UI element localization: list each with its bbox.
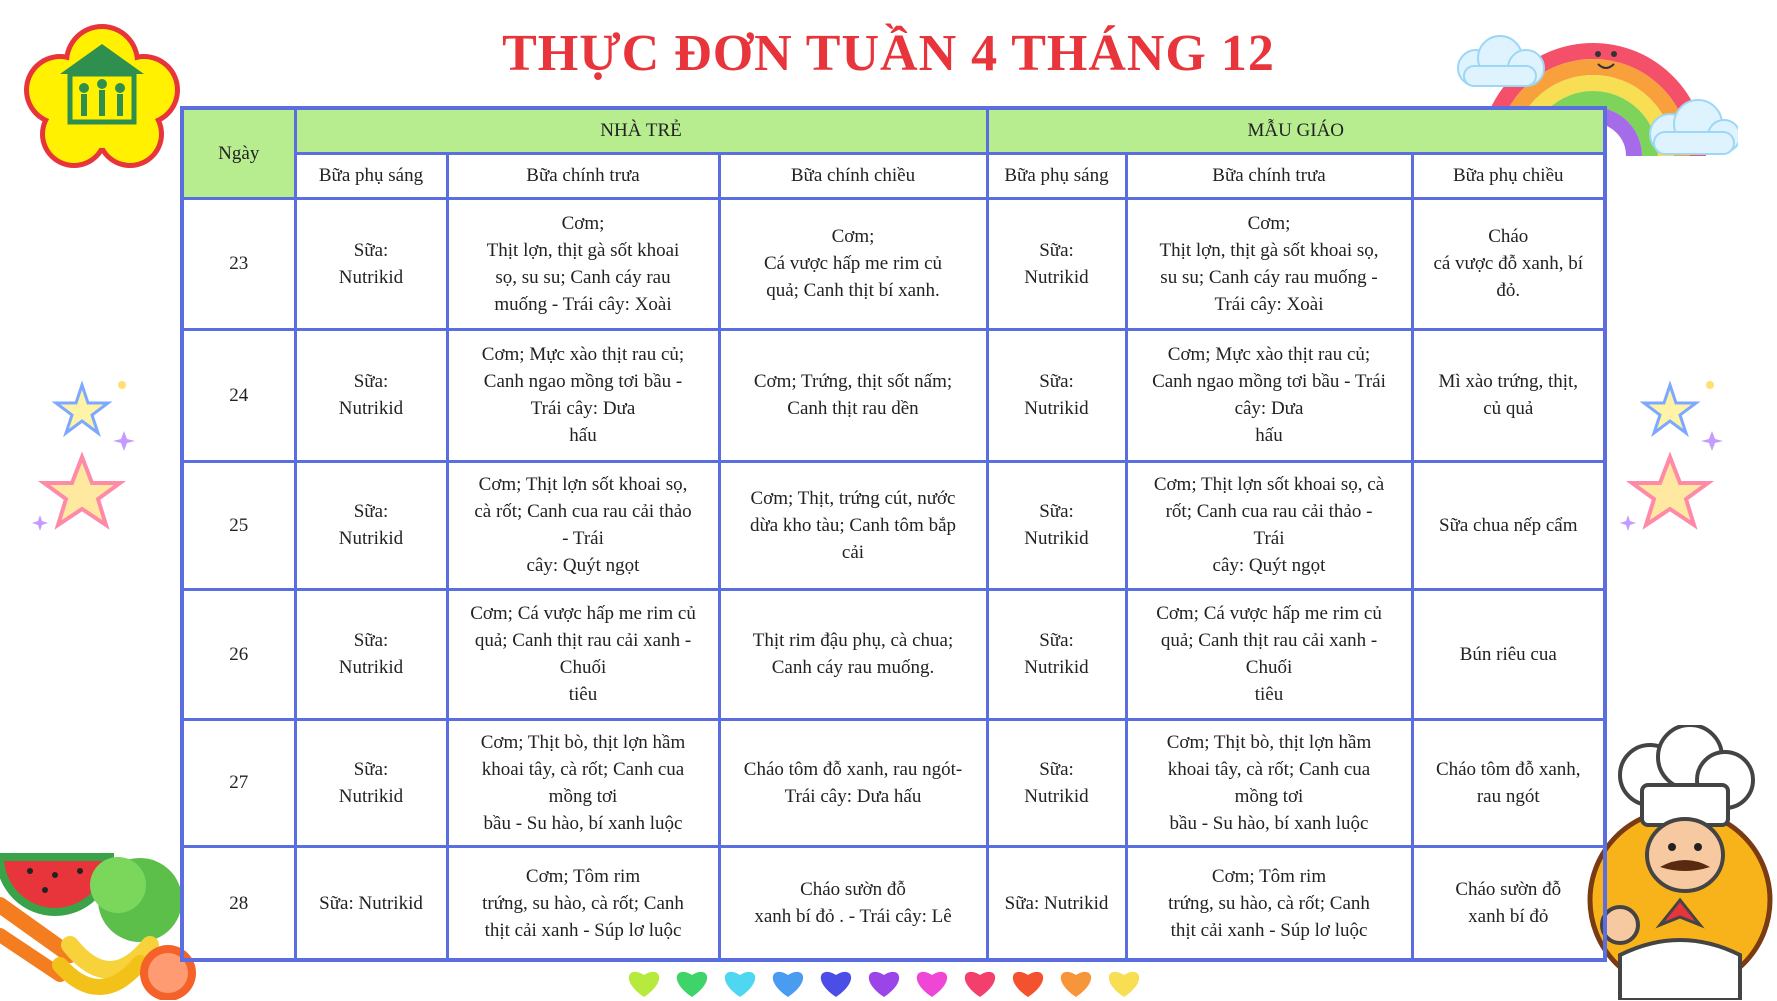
menu-line: trứng, su hào, cà rốt; Canh [482,892,684,914]
heart-icon [1061,972,1091,997]
menu-line: Canh cáy rau muống. [771,657,935,679]
fruits-vegetables-icon [0,845,200,1000]
menu-cell [1126,330,1412,462]
menu-line: Thịt rim đậu phụ, cà chua; [752,630,954,652]
menu-cell [719,719,987,847]
menu-line: Sữa: [353,630,389,652]
menu-line: Cơm; Mực xào thịt rau củ; [481,344,685,366]
menu-line: quả; Canh thịt bí xanh. [766,280,940,302]
menu-line: Thịt lợn, thịt gà sốt khoai sọ, [1159,239,1379,261]
menu-line: Sữa: Nutrikid [1004,892,1109,914]
hearts-decoration-icon [618,965,1158,1001]
menu-line: Nutrikid [338,266,404,288]
menu-cell [987,719,1126,847]
menu-line: Nutrikid [1024,528,1089,550]
menu-line: - Trái [562,528,604,550]
heart-icon [869,972,899,997]
menu-cell [1412,198,1605,330]
menu-line: Nutrikid [338,657,404,679]
menu-line: Sữa: [1039,371,1074,393]
menu-cell [1126,198,1412,330]
menu-cell [1126,847,1412,960]
day-cell: 26 [182,590,295,720]
page-title: THỰC ĐƠN TUẦN 4 THÁNG 12 [502,25,1275,82]
menu-line: Cơm; Thịt lợn sốt khoai sọ, cà [1153,474,1385,496]
menu-line: rau ngót [1476,785,1540,807]
group-header-nha-tre: NHÀ TRẺ [295,108,987,153]
menu-line: Chuối [559,657,607,679]
stars-decoration-icon [1610,375,1730,545]
menu-line: cây: Dưa [1234,398,1304,420]
menu-cell [295,461,447,590]
table-row [182,719,1605,847]
menu-cell [1412,330,1605,462]
menu-line: Sữa: Nutrikid [319,892,423,914]
menu-line: Cơm; Cá vược hấp me rim củ [1156,603,1382,625]
menu-line: hấu [569,425,597,447]
menu-cell [295,590,447,720]
menu-line: Trái cây: Dưa hấu [784,785,922,807]
menu-table [180,106,1607,962]
menu-line: rốt; Canh cua rau cải thảo - [1165,501,1373,523]
menu-cell [987,590,1126,720]
menu-line: Thịt lợn, thịt gà sốt khoai [486,239,680,261]
menu-line: cải [841,541,865,563]
menu-line: Nutrikid [1024,785,1089,807]
heart-icon [773,972,803,997]
menu-line: Trái cây: Xoài [1214,293,1324,315]
menu-line: Sữa: [353,758,389,780]
menu-line: mồng tơi [548,785,618,807]
menu-line: Sữa: [353,239,389,261]
menu-cell [1126,590,1412,720]
menu-cell [447,847,719,960]
menu-cell [447,590,719,720]
menu-line: Cơm; [831,226,875,248]
menu-line: Canh ngao mồng tơi bầu - Trái [1152,371,1386,393]
menu-line: khoai tây, cà rốt; Canh cua [1167,758,1371,780]
day-header: Ngày [182,108,295,198]
menu-line: Trái [1253,528,1285,550]
menu-line: Trái cây: Dưa [530,398,636,420]
menu-line: Sữa: [353,371,389,393]
menu-line: cá vược đỗ xanh, bí [1433,253,1584,275]
menu-line: tiêu [1254,684,1284,706]
menu-line: thịt cải xanh - Súp lơ luộc [1170,919,1368,941]
stars-decoration-icon [22,375,142,545]
menu-line: Cơm; [561,212,605,234]
menu-cell [447,461,719,590]
menu-line: đỏ. [1496,280,1521,302]
menu-line: xanh bí đỏ . - Trái cây: Lê [754,906,952,928]
menu-cell [447,719,719,847]
menu-line: Sữa: [1039,758,1074,780]
menu-line: hấu [1255,425,1283,447]
menu-line: Cơm; Trứng, thịt sốt nấm; [753,371,953,393]
menu-line: Cơm; Mực xào thịt rau củ; [1167,344,1371,366]
menu-line: cây: Quýt ngọt [1212,555,1326,577]
menu-line: Sữa chua nếp cẩm [1439,514,1578,536]
menu-line: Cơm; Tôm rim [525,865,641,887]
menu-line: Cháo [1488,226,1529,248]
menu-cell [719,847,987,960]
menu-line: Cơm; Tôm rim [1211,865,1327,887]
menu-cell [447,198,719,330]
menu-line: Sữa: [1039,630,1074,652]
heart-icon [1013,972,1043,997]
menu-cell [447,330,719,462]
menu-line: Nutrikid [1024,398,1089,420]
heart-icon [677,972,707,997]
column-header: Bữa phụ sáng [295,153,447,198]
menu-line: sọ, su su; Canh cáy rau [495,266,671,288]
menu-line: Sữa: [1039,501,1074,523]
menu-line: Cơm; Thịt, trứng cút, nước [750,487,956,509]
menu-cell [1412,461,1605,590]
day-cell: 28 [182,847,295,960]
menu-line: Sữa: [1039,239,1074,261]
menu-cell [987,461,1126,590]
chef-icon [1580,725,1777,1000]
menu-cell [987,330,1126,462]
menu-line: Cơm; [1247,212,1291,234]
heart-icon [917,972,947,997]
table-row [182,461,1605,590]
menu-line: Nutrikid [338,528,404,550]
heart-icon [821,972,851,997]
heart-icon [965,972,995,997]
menu-line: bầu - Su hào, bí xanh luộc [1169,812,1369,834]
menu-table-body [182,198,1605,960]
menu-cell [719,461,987,590]
menu-line: Cơm; Thịt bò, thịt lợn hầm [480,731,686,753]
menu-line: Sữa: [353,501,389,523]
column-header: Bữa phụ chiều [1412,153,1605,198]
menu-cell [295,330,447,462]
menu-cell [987,847,1126,960]
table-row [182,590,1605,720]
table-row [182,330,1605,462]
day-cell: 27 [182,719,295,847]
menu-cell [295,719,447,847]
menu-line: Cơm; Cá vược hấp me rim củ [470,603,696,625]
menu-line: Bún riêu cua [1459,643,1557,665]
table-row [182,847,1605,960]
menu-line: Nutrikid [1024,657,1089,679]
menu-line: muống - Trái cây: Xoài [494,293,672,315]
menu-line: quả; Canh thịt rau cải xanh - [1160,630,1378,652]
menu-line: Cháo tôm đỗ xanh, rau ngót- [743,758,963,780]
menu-cell [1126,719,1412,847]
menu-line: thịt cải xanh - Súp lơ luộc [484,919,682,941]
menu-cell [1412,719,1605,847]
menu-line: Cháo sườn đỗ [800,879,906,901]
menu-line: Cơm; Thịt bò, thịt lợn hầm [1166,731,1372,753]
menu-line: Nutrikid [338,398,404,420]
menu-line: su su; Canh cáy rau muống - [1160,266,1378,288]
menu-line: Canh ngao mồng tơi bầu - [483,371,683,393]
heart-icon [629,972,659,997]
menu-line: xanh bí đỏ [1468,906,1549,928]
day-cell: 24 [182,330,295,462]
menu-line: khoai tây, cà rốt; Canh cua [481,758,685,780]
group-header-mau-giao: MẪU GIÁO [987,108,1605,153]
menu-cell [295,847,447,960]
menu-cell [1126,461,1412,590]
menu-cell [1412,847,1605,960]
menu-line: cây: Quýt ngọt [526,555,640,577]
menu-line: tiêu [568,684,598,706]
menu-line: Cá vược hấp me rim củ [763,253,943,275]
menu-cell [295,198,447,330]
menu-line: bầu - Su hào, bí xanh luộc [483,812,683,834]
day-cell: 23 [182,198,295,330]
menu-line: Cháo sườn đỗ [1455,879,1562,901]
menu-cell [719,198,987,330]
heart-icon [1109,972,1139,997]
menu-cell [719,590,987,720]
column-header: Bữa phụ sáng [987,153,1126,198]
menu-cell [1412,590,1605,720]
menu-line: Cơm; Thịt lợn sốt khoai sọ, [478,474,688,496]
menu-cell [719,330,987,462]
column-header: Bữa chính trưa [1126,153,1412,198]
menu-line: Mì xào trứng, thịt, [1438,371,1579,393]
menu-cell [987,198,1126,330]
school-logo [22,22,182,172]
menu-line: quả; Canh thịt rau cải xanh - [474,630,692,652]
menu-line: củ quả [1483,398,1534,420]
day-cell: 25 [182,461,295,590]
menu-line: dừa kho tàu; Canh tôm bắp [749,514,957,536]
column-header: Bữa chính trưa [447,153,719,198]
menu-line: Cháo tôm đỗ xanh, [1435,758,1581,780]
menu-line: Nutrikid [1024,266,1089,288]
menu-line: Chuối [1245,657,1293,679]
heart-icon [725,972,755,997]
menu-line: mồng tơi [1234,785,1304,807]
table-row [182,198,1605,330]
menu-line: trứng, su hào, cà rốt; Canh [1168,892,1370,914]
menu-line: Canh thịt rau dền [787,398,919,420]
menu-line: cà rốt; Canh cua rau cải thảo [474,501,692,523]
menu-line: Nutrikid [338,785,404,807]
column-header: Bữa chính chiều [719,153,987,198]
